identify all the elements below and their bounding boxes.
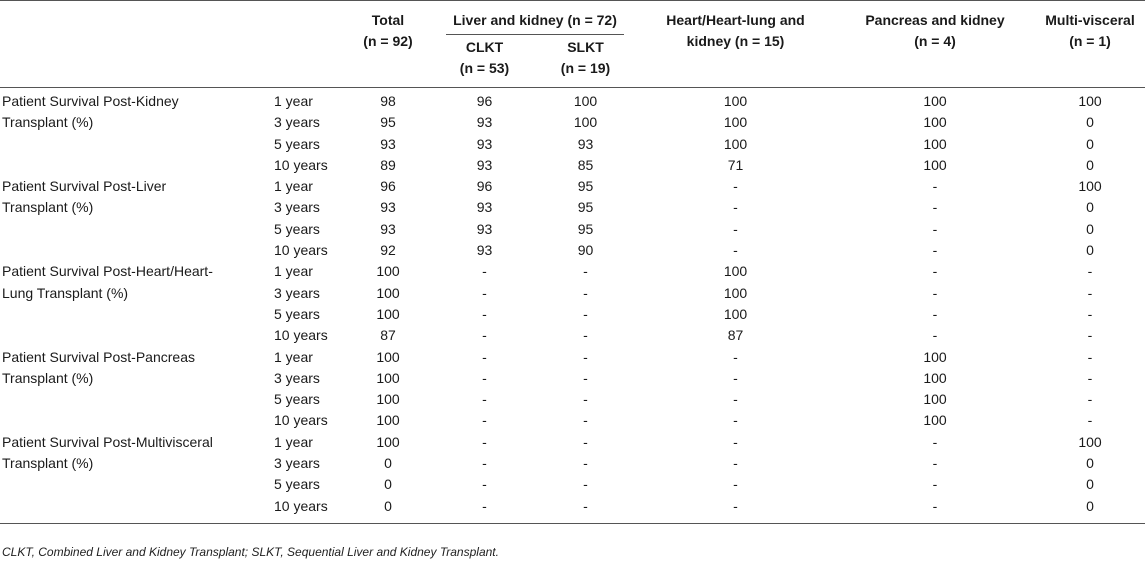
header-total-label: Total bbox=[371, 12, 405, 28]
cell-slkt: 90 bbox=[577, 242, 594, 259]
cell-heart: - bbox=[733, 497, 738, 514]
cell-heart: 100 bbox=[723, 305, 748, 322]
row-group-label bbox=[0, 496, 266, 517]
row-group-label: Lung Transplant (%) bbox=[2, 284, 129, 301]
row-year: 5 years bbox=[274, 476, 320, 493]
row-year: 10 years bbox=[274, 327, 328, 344]
row-group-label bbox=[0, 389, 266, 410]
table-row bbox=[0, 176, 1145, 197]
table-body bbox=[0, 88, 1145, 523]
cell-heart: 100 bbox=[723, 93, 748, 109]
cell-slkt: - bbox=[583, 305, 588, 322]
cell-heart: - bbox=[733, 391, 738, 408]
cell-multi: 0 bbox=[1086, 242, 1094, 259]
cell-slkt: 95 bbox=[577, 178, 594, 195]
row-year: 1 year bbox=[274, 263, 313, 280]
cell-pancreas: 100 bbox=[923, 156, 947, 173]
row-year: 1 year bbox=[274, 433, 313, 450]
row-year: 1 year bbox=[274, 178, 313, 195]
cell-slkt: 100 bbox=[573, 114, 598, 131]
table-row bbox=[0, 389, 1145, 410]
cell-multi: 0 bbox=[1086, 476, 1094, 493]
row-year: 1 year bbox=[274, 93, 313, 109]
cell-multi: - bbox=[1087, 305, 1093, 322]
row-year: 10 years bbox=[274, 242, 328, 259]
cell-multi: 0 bbox=[1086, 497, 1094, 514]
table-row bbox=[0, 240, 1145, 261]
row-year: 3 years bbox=[274, 284, 320, 301]
cell-clkt: 93 bbox=[476, 242, 493, 259]
cell-heart: - bbox=[733, 455, 738, 472]
cell-total: 96 bbox=[380, 178, 396, 195]
cell-total: 100 bbox=[376, 284, 400, 301]
cell-slkt: - bbox=[583, 412, 588, 429]
header-clkt-n: (n = 53) bbox=[459, 60, 510, 76]
cell-pancreas: - bbox=[932, 199, 938, 216]
row-year: 10 years bbox=[274, 156, 328, 173]
table-bottom-rule bbox=[0, 523, 1145, 524]
cell-total: 100 bbox=[376, 305, 400, 322]
row-group-label bbox=[0, 304, 266, 325]
cell-total: 92 bbox=[380, 242, 396, 259]
cell-pancreas: - bbox=[932, 263, 938, 280]
table-row bbox=[0, 304, 1145, 325]
cell-heart: 87 bbox=[727, 327, 744, 344]
cell-pancreas: 100 bbox=[923, 369, 947, 386]
row-group-label: Patient Survival Post-Heart/Heart- bbox=[2, 263, 213, 280]
cell-multi: 0 bbox=[1086, 114, 1094, 131]
cell-slkt: - bbox=[583, 348, 588, 365]
row-group-label: Patient Survival Post-Liver bbox=[2, 178, 167, 195]
header-slkt-n: (n = 19) bbox=[560, 60, 611, 76]
cell-multi: 0 bbox=[1086, 220, 1094, 237]
row-year: 5 years bbox=[274, 305, 320, 322]
cell-heart: 100 bbox=[723, 114, 748, 131]
row-year: 10 years bbox=[274, 412, 328, 429]
header-liver-kidney bbox=[434, 1, 636, 36]
header-slkt bbox=[535, 35, 636, 88]
row-year: 3 years bbox=[274, 369, 320, 386]
cell-total: 100 bbox=[376, 348, 400, 365]
cell-slkt: 85 bbox=[577, 156, 594, 173]
cell-slkt: - bbox=[583, 391, 588, 408]
cell-multi: - bbox=[1087, 263, 1093, 280]
cell-slkt: - bbox=[583, 433, 588, 450]
cell-clkt: - bbox=[482, 433, 487, 450]
cell-total: 89 bbox=[380, 156, 396, 173]
cell-total: 87 bbox=[380, 327, 396, 344]
table-row bbox=[0, 368, 1145, 389]
cell-clkt: 93 bbox=[476, 220, 493, 237]
cell-heart: 100 bbox=[723, 263, 748, 280]
cell-multi: - bbox=[1087, 391, 1093, 408]
cell-slkt: - bbox=[583, 327, 588, 344]
table-header bbox=[0, 1, 1145, 88]
table-row bbox=[0, 474, 1145, 495]
cell-clkt: 93 bbox=[476, 156, 493, 173]
row-group-label bbox=[0, 325, 266, 346]
cell-heart: - bbox=[733, 220, 738, 237]
header-multi-line2: (n = 1) bbox=[1069, 33, 1111, 49]
row-group-label: Transplant (%) bbox=[2, 199, 94, 216]
cell-clkt: 93 bbox=[476, 114, 493, 131]
header-heart-line1: Heart/Heart-lung and bbox=[666, 12, 805, 28]
header-total-n: (n = 92) bbox=[363, 33, 413, 49]
row-group-label bbox=[0, 134, 266, 155]
cell-slkt: - bbox=[583, 284, 588, 301]
row-year: 3 years bbox=[274, 199, 320, 216]
cell-pancreas: - bbox=[932, 242, 938, 259]
cell-total: 100 bbox=[376, 391, 400, 408]
header-multi-line1: Multi-visceral bbox=[1045, 12, 1135, 28]
row-group-label: Transplant (%) bbox=[2, 455, 94, 472]
table-row bbox=[0, 496, 1145, 517]
cell-slkt: - bbox=[583, 497, 588, 514]
cell-clkt: - bbox=[482, 284, 487, 301]
row-year: 1 year bbox=[274, 348, 313, 365]
cell-multi: - bbox=[1087, 284, 1093, 301]
cell-pancreas: - bbox=[932, 476, 938, 493]
cell-heart: - bbox=[733, 476, 738, 493]
cell-pancreas: 100 bbox=[923, 348, 947, 365]
cell-pancreas: 100 bbox=[923, 93, 947, 109]
header-pancreas-line2: (n = 4) bbox=[914, 33, 956, 49]
cell-total: 100 bbox=[376, 263, 400, 280]
header-clkt bbox=[434, 35, 535, 88]
cell-heart: - bbox=[733, 199, 738, 216]
row-year: 5 years bbox=[274, 220, 320, 237]
cell-pancreas: 100 bbox=[923, 391, 947, 408]
row-year: 5 years bbox=[274, 135, 320, 152]
cell-clkt: - bbox=[482, 348, 487, 365]
cell-slkt: 100 bbox=[573, 93, 598, 109]
cell-clkt: 96 bbox=[476, 178, 493, 195]
cell-pancreas: - bbox=[932, 284, 938, 301]
cell-multi: - bbox=[1087, 412, 1093, 429]
cell-multi: - bbox=[1087, 348, 1093, 365]
table-row bbox=[0, 283, 1145, 304]
cell-total: 98 bbox=[380, 93, 396, 109]
cell-pancreas: - bbox=[932, 178, 938, 195]
table-row bbox=[0, 261, 1145, 282]
header-pancreas bbox=[835, 1, 1035, 88]
row-year: 3 years bbox=[274, 114, 320, 131]
cell-slkt: - bbox=[583, 476, 588, 493]
row-year: 5 years bbox=[274, 391, 320, 408]
cell-clkt: - bbox=[482, 305, 487, 322]
cell-total: 0 bbox=[384, 455, 392, 472]
cell-pancreas: 100 bbox=[923, 114, 947, 131]
cell-clkt: 93 bbox=[476, 135, 493, 152]
cell-total: 100 bbox=[376, 433, 400, 450]
cell-heart: - bbox=[733, 412, 738, 429]
cell-multi: 0 bbox=[1086, 199, 1094, 216]
cell-multi: 100 bbox=[1078, 178, 1102, 195]
row-group-label bbox=[0, 219, 266, 240]
cell-total: 93 bbox=[380, 199, 396, 216]
table-row bbox=[0, 134, 1145, 155]
cell-heart: - bbox=[733, 242, 738, 259]
table-row bbox=[0, 219, 1145, 240]
cell-pancreas: - bbox=[932, 497, 938, 514]
cell-pancreas: 100 bbox=[923, 135, 947, 152]
cell-pancreas: - bbox=[932, 305, 938, 322]
cell-multi: - bbox=[1087, 369, 1093, 386]
header-pancreas-line1: Pancreas and kidney bbox=[865, 12, 1005, 28]
row-group-label bbox=[0, 410, 266, 431]
header-slkt-label: SLKT bbox=[567, 39, 604, 55]
cell-clkt: - bbox=[482, 369, 487, 386]
table-row bbox=[0, 91, 1145, 112]
cell-total: 93 bbox=[380, 135, 396, 152]
header-heart bbox=[636, 1, 835, 88]
cell-heart: 100 bbox=[723, 284, 748, 301]
header-blank-2 bbox=[266, 1, 342, 88]
cell-clkt: - bbox=[482, 327, 487, 344]
cell-multi: 100 bbox=[1078, 93, 1102, 109]
cell-clkt: 96 bbox=[476, 93, 493, 109]
table-row bbox=[0, 453, 1145, 474]
cell-heart: - bbox=[733, 433, 738, 450]
cell-pancreas: 100 bbox=[923, 412, 947, 429]
header-total bbox=[342, 1, 434, 88]
row-group-label: Patient Survival Post-Multivisceral bbox=[2, 433, 213, 450]
cell-total: 95 bbox=[380, 114, 396, 131]
cell-total: 100 bbox=[376, 369, 400, 386]
header-multi bbox=[1035, 1, 1145, 88]
cell-multi: 100 bbox=[1078, 433, 1102, 450]
cell-multi: - bbox=[1087, 327, 1093, 344]
row-group-label: Patient Survival Post-Kidney bbox=[2, 93, 179, 109]
cell-slkt: 93 bbox=[577, 135, 594, 152]
cell-clkt: - bbox=[482, 455, 487, 472]
table-row bbox=[0, 325, 1145, 346]
cell-clkt: - bbox=[482, 476, 487, 493]
row-year: 10 years bbox=[274, 497, 328, 514]
header-liver-kidney-label: Liver and kidney (n = 72) bbox=[446, 10, 624, 35]
cell-clkt: 93 bbox=[476, 199, 493, 216]
cell-slkt: 95 bbox=[577, 199, 594, 216]
cell-slkt: - bbox=[583, 263, 588, 280]
table-row bbox=[0, 197, 1145, 218]
table-row bbox=[0, 155, 1145, 176]
header-heart-line2: kidney (n = 15) bbox=[686, 33, 785, 49]
cell-slkt: - bbox=[583, 369, 588, 386]
table-row bbox=[0, 112, 1145, 133]
cell-heart: 100 bbox=[723, 135, 748, 152]
cell-heart: 71 bbox=[727, 156, 744, 173]
cell-pancreas: - bbox=[932, 220, 938, 237]
cell-clkt: - bbox=[482, 391, 487, 408]
cell-clkt: - bbox=[482, 497, 487, 514]
row-group-label: Transplant (%) bbox=[2, 369, 94, 386]
row-group-label: Patient Survival Post-Pancreas bbox=[2, 348, 195, 365]
cell-clkt: - bbox=[482, 263, 487, 280]
table-row bbox=[0, 347, 1145, 368]
cell-clkt: - bbox=[482, 412, 487, 429]
cell-slkt: 95 bbox=[577, 220, 594, 237]
cell-slkt: - bbox=[583, 455, 588, 472]
cell-heart: - bbox=[733, 348, 738, 365]
cell-heart: - bbox=[733, 178, 738, 195]
header-blank bbox=[0, 1, 266, 88]
row-year: 3 years bbox=[274, 455, 320, 472]
cell-total: 0 bbox=[384, 497, 392, 514]
cell-pancreas: - bbox=[932, 327, 938, 344]
table-footnote: CLKT, Combined Liver and Kidney Transplant; SLKT, Sequential Liver and Kidney Transplant. bbox=[2, 545, 499, 559]
cell-multi: 0 bbox=[1086, 455, 1094, 472]
table-row bbox=[0, 432, 1145, 453]
row-group-label bbox=[0, 474, 266, 495]
cell-pancreas: - bbox=[932, 433, 938, 450]
row-group-label bbox=[0, 240, 266, 261]
cell-pancreas: - bbox=[932, 455, 938, 472]
cell-heart: - bbox=[733, 369, 738, 386]
table-row bbox=[0, 410, 1145, 431]
cell-total: 100 bbox=[376, 412, 400, 429]
header-clkt-label: CLKT bbox=[465, 39, 504, 55]
cell-total: 0 bbox=[384, 476, 392, 493]
cell-multi: 0 bbox=[1086, 156, 1094, 173]
cell-total: 93 bbox=[380, 220, 396, 237]
row-group-label: Transplant (%) bbox=[2, 114, 94, 131]
row-group-label bbox=[0, 155, 266, 176]
cell-multi: 0 bbox=[1086, 135, 1094, 152]
